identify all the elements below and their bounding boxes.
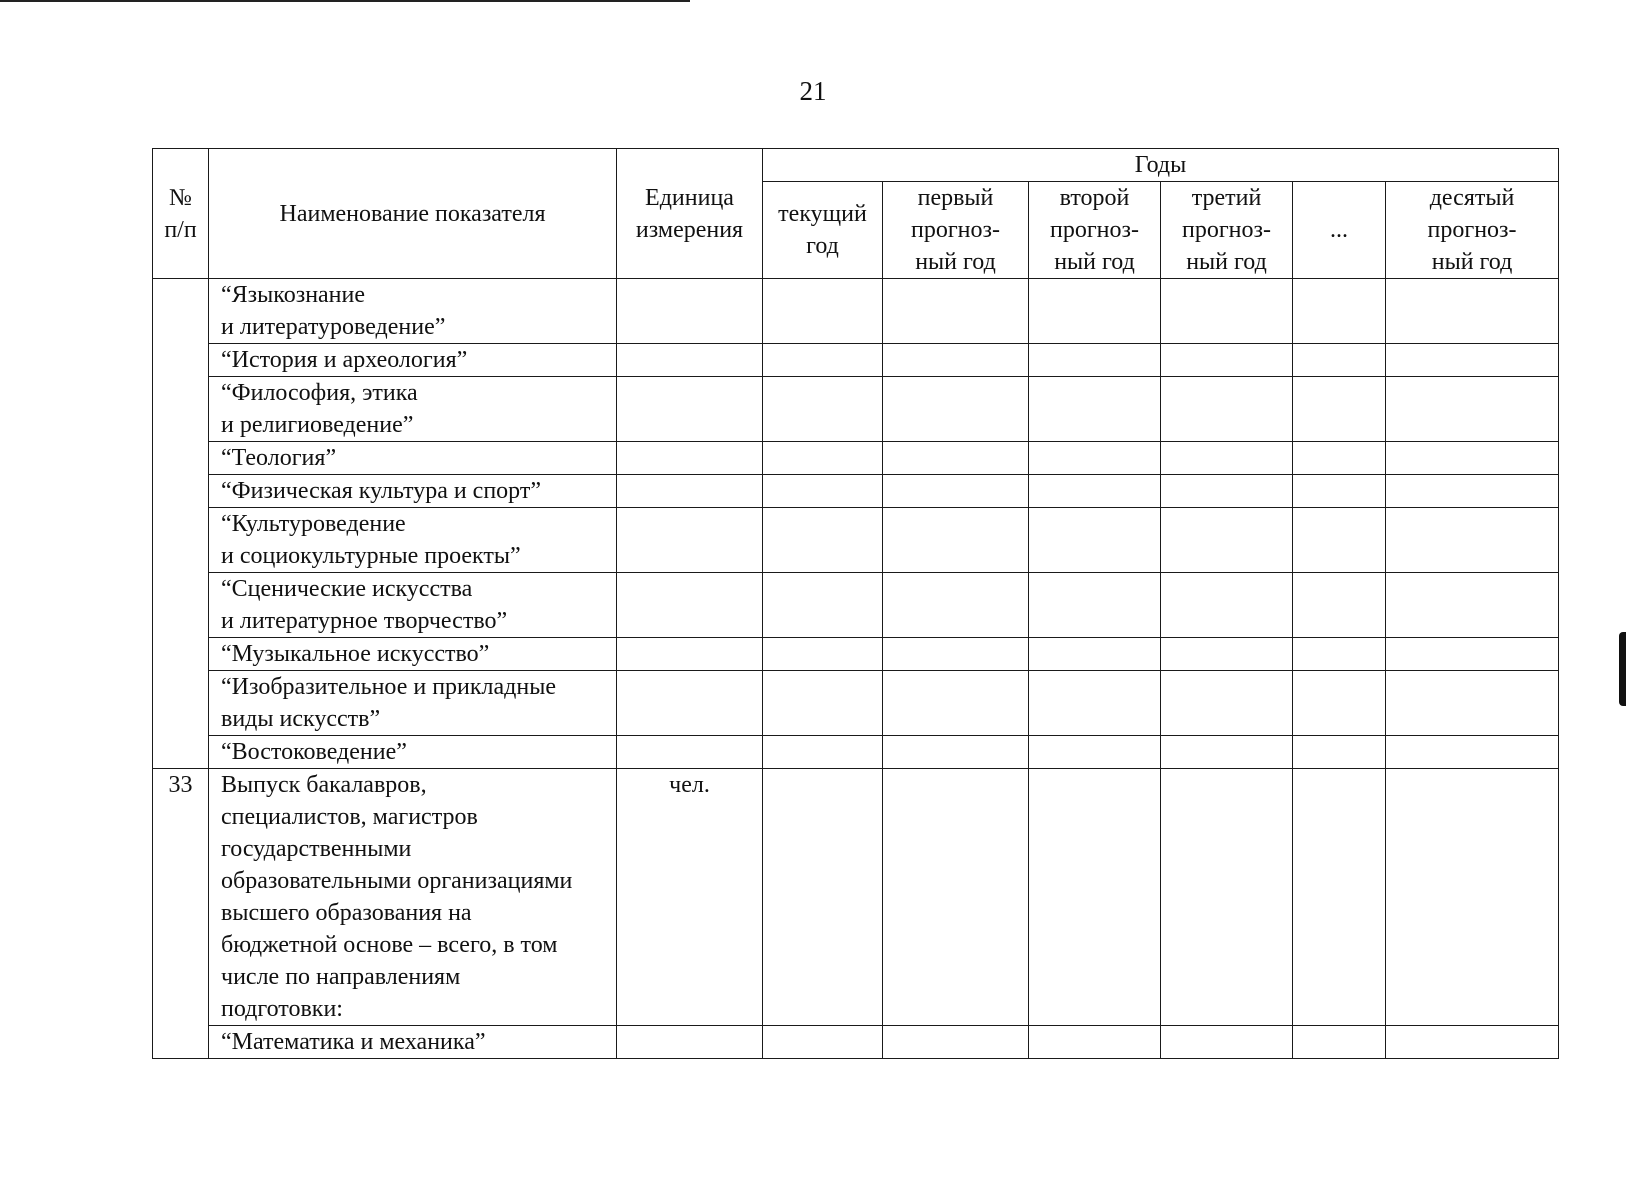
empty-cell (1293, 1026, 1386, 1059)
unit-cell (617, 442, 763, 475)
table-row (153, 671, 1559, 736)
header-year-5: десятый прогноз- ный год (1386, 182, 1559, 279)
empty-cell (763, 344, 883, 377)
indicator-name: Выпуск бакалавров, специалистов, магистров государственными образовательными организациями высшего образования на бюджетной основе – всего, в том числе по направлениям подготовки: (209, 769, 617, 1026)
empty-cell (763, 638, 883, 671)
row-number-cell (153, 279, 209, 769)
empty-cell (883, 736, 1029, 769)
empty-cell (763, 442, 883, 475)
unit-cell (617, 736, 763, 769)
empty-cell (883, 442, 1029, 475)
empty-cell (1161, 508, 1293, 573)
empty-cell (1293, 573, 1386, 638)
scan-edge-mark (1619, 632, 1626, 706)
empty-cell (763, 671, 883, 736)
empty-cell (883, 475, 1029, 508)
empty-cell (883, 344, 1029, 377)
empty-cell (1029, 442, 1161, 475)
header-year-3: третий прогноз- ный год (1161, 182, 1293, 279)
empty-cell (1161, 573, 1293, 638)
header-row-number: № п/п (153, 149, 209, 279)
empty-cell (1386, 638, 1559, 671)
empty-cell (1293, 475, 1386, 508)
unit-cell (617, 573, 763, 638)
empty-cell (1293, 279, 1386, 344)
empty-cell (1029, 475, 1161, 508)
empty-cell (1293, 671, 1386, 736)
table-row (153, 508, 1559, 573)
empty-cell (1386, 279, 1559, 344)
header-year-0: текущий год (763, 182, 883, 279)
empty-cell (883, 638, 1029, 671)
empty-cell (1293, 638, 1386, 671)
empty-cell (1293, 377, 1386, 442)
indicator-name: “Культуроведение и социокультурные проекты” (209, 508, 617, 573)
empty-cell (1161, 344, 1293, 377)
empty-cell (1029, 769, 1161, 1026)
empty-cell (763, 736, 883, 769)
empty-cell (1029, 638, 1161, 671)
header-unit: Единица измерения (617, 149, 763, 279)
indicator-name: “Теология” (209, 442, 617, 475)
empty-cell (1293, 508, 1386, 573)
unit-cell (617, 377, 763, 442)
empty-cell (1161, 279, 1293, 344)
indicator-name: “Языкознание и литературоведение” (209, 279, 617, 344)
indicator-name: “История и археология” (209, 344, 617, 377)
empty-cell (1386, 377, 1559, 442)
empty-cell (1293, 442, 1386, 475)
unit-cell (617, 344, 763, 377)
table-row (153, 638, 1559, 671)
empty-cell (1386, 769, 1559, 1026)
empty-cell (763, 377, 883, 442)
page-number: 21 (799, 76, 827, 106)
empty-cell (1161, 1026, 1293, 1059)
empty-cell (1161, 475, 1293, 508)
empty-cell (1293, 736, 1386, 769)
empty-cell (1386, 475, 1559, 508)
empty-cell (883, 769, 1029, 1026)
unit-cell (617, 671, 763, 736)
empty-cell (1386, 573, 1559, 638)
empty-cell (1029, 344, 1161, 377)
empty-cell (1029, 573, 1161, 638)
empty-cell (1386, 508, 1559, 573)
empty-cell (1029, 279, 1161, 344)
empty-cell (763, 279, 883, 344)
indicator-name: “Философия, этика и религиоведение” (209, 377, 617, 442)
unit-cell (617, 279, 763, 344)
unit-cell (617, 475, 763, 508)
empty-cell (763, 769, 883, 1026)
indicator-name: “Востоковедение” (209, 736, 617, 769)
header-year-2: второй прогноз- ный год (1029, 182, 1161, 279)
empty-cell (1029, 736, 1161, 769)
empty-cell (1029, 508, 1161, 573)
empty-cell (883, 279, 1029, 344)
empty-cell (1293, 344, 1386, 377)
empty-cell (1161, 442, 1293, 475)
table-row (153, 1026, 1559, 1059)
unit-value: чел. (617, 769, 763, 1026)
empty-cell (883, 377, 1029, 442)
empty-cell (1386, 344, 1559, 377)
empty-cell (763, 1026, 883, 1059)
empty-cell (883, 508, 1029, 573)
table-row (153, 736, 1559, 769)
unit-cell (617, 508, 763, 573)
empty-cell (1029, 1026, 1161, 1059)
indicator-name: “Физическая культура и спорт” (209, 475, 617, 508)
indicators-table (152, 148, 1559, 1059)
header-years: Годы (763, 149, 1559, 182)
empty-cell (883, 573, 1029, 638)
table-row (153, 769, 1559, 1026)
empty-cell (1386, 442, 1559, 475)
empty-cell (883, 1026, 1029, 1059)
empty-cell (1029, 377, 1161, 442)
table-row (153, 377, 1559, 442)
empty-cell (1293, 769, 1386, 1026)
empty-cell (1161, 377, 1293, 442)
top-rule (0, 0, 690, 2)
empty-cell (763, 475, 883, 508)
empty-cell (883, 671, 1029, 736)
table-row (153, 442, 1559, 475)
indicator-name: “Сценические искусства и литературное творчество” (209, 573, 617, 638)
indicator-name: “Изобразительное и прикладные виды искусств” (209, 671, 617, 736)
header-indicator-name: Наименование показателя (209, 149, 617, 279)
empty-cell (1161, 638, 1293, 671)
table-row (153, 344, 1559, 377)
empty-cell (1386, 1026, 1559, 1059)
empty-cell (1386, 736, 1559, 769)
indicator-name: “Музыкальное искусство” (209, 638, 617, 671)
unit-cell (617, 1026, 763, 1059)
table-row (153, 475, 1559, 508)
unit-cell (617, 638, 763, 671)
empty-cell (1386, 671, 1559, 736)
empty-cell (1161, 736, 1293, 769)
table-row (153, 573, 1559, 638)
empty-cell (1029, 671, 1161, 736)
table-row (153, 279, 1559, 344)
empty-cell (763, 508, 883, 573)
empty-cell (763, 573, 883, 638)
empty-cell (1161, 671, 1293, 736)
header-year-4: ... (1293, 182, 1386, 279)
empty-cell (1161, 769, 1293, 1026)
header-year-1: первый прогноз- ный год (883, 182, 1029, 279)
row-number: 33 (153, 769, 209, 1059)
indicator-name: “Математика и механика” (209, 1026, 617, 1059)
